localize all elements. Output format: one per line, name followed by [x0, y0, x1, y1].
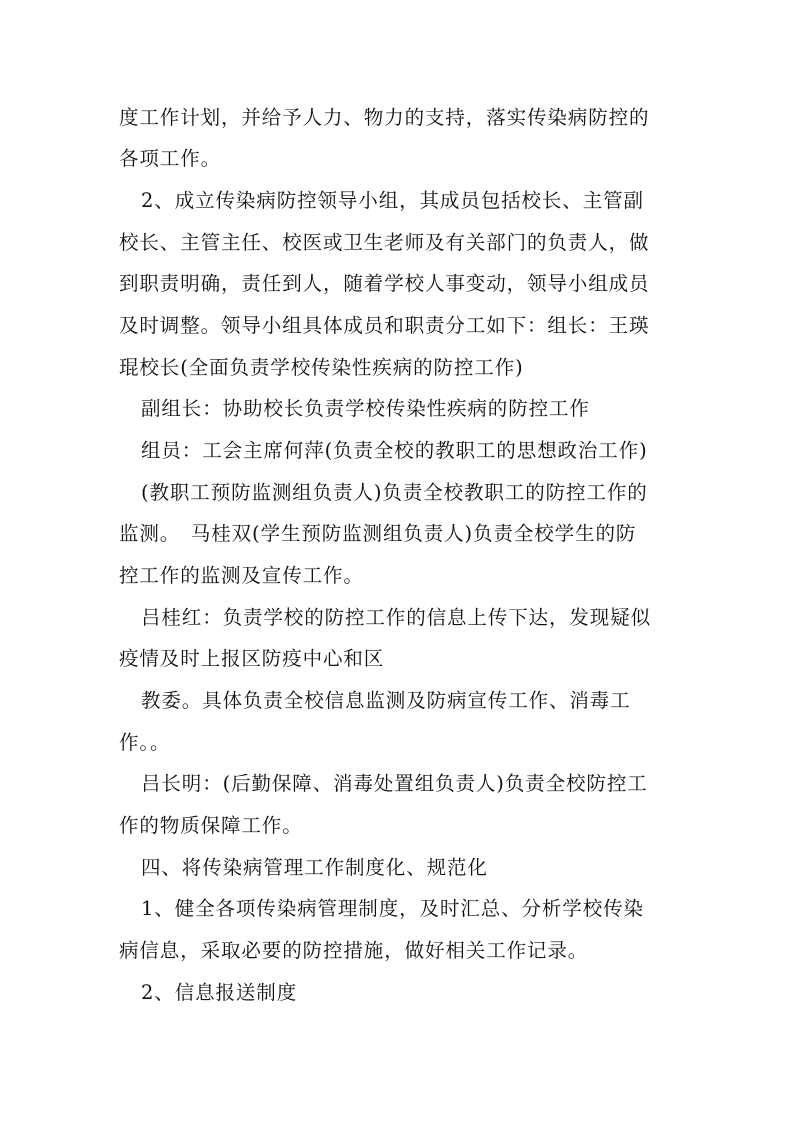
- text-line: 吕桂红：负责学校的防控工作的信息上传下达，发现疑似: [141, 606, 652, 629]
- text-line: 校长、主管主任、校医或卫生老师及有关部门的负责人，做: [119, 231, 650, 254]
- text-line: 监测。 马桂双(学生预防监测组负责人)负责全校学生的防: [119, 522, 637, 545]
- text-line: 度工作计划，并给予人力、物力的支持，落实传染病防控的: [119, 106, 650, 129]
- text-line: 疫情及时上报区防疫中心和区: [119, 647, 385, 670]
- text-line: 作的物质保障工作。: [119, 814, 303, 837]
- text-line: 1、健全各项传染病管理制度，及时汇总、分析学校传染: [141, 897, 644, 920]
- text-line: 病信息，采取必要的防控措施，做好相关工作记录。: [119, 939, 589, 962]
- text-line: 到职责明确，责任到人，随着学校人事变动，领导小组成员: [119, 272, 650, 295]
- text-line: 及时调整。领导小组具体成员和职责分工如下：组长：王瑛: [119, 314, 650, 337]
- text-line: 四、将传染病管理工作制度化、规范化: [141, 856, 488, 879]
- text-line: 控工作的监测及宣传工作。: [119, 564, 364, 587]
- text-line: 吕长明：(后勤保障、消毒处置组负责人)负责全校防控工: [141, 772, 648, 795]
- text-line: 副组长：协助校长负责学校传染性疾病的防控工作: [141, 397, 590, 420]
- text-line: 2、信息报送制度: [141, 981, 298, 1004]
- text-line: 各项工作。: [119, 147, 222, 170]
- text-line: 琨校长(全面负责学校传染性疾病的防控工作): [119, 356, 524, 379]
- text-line: 2、成立传染病防控领导小组，其成员包括校长、主管副: [141, 189, 644, 212]
- text-line: (教职工预防监测组负责人)负责全校教职工的防控工作的: [141, 481, 648, 504]
- text-line: 组员：工会主席何萍(负责全校的教职工的思想政治工作): [141, 439, 648, 462]
- text-line: 作。。: [119, 731, 171, 754]
- text-line: 教委。具体负责全校信息监测及防病宣传工作、消毒工: [141, 689, 631, 712]
